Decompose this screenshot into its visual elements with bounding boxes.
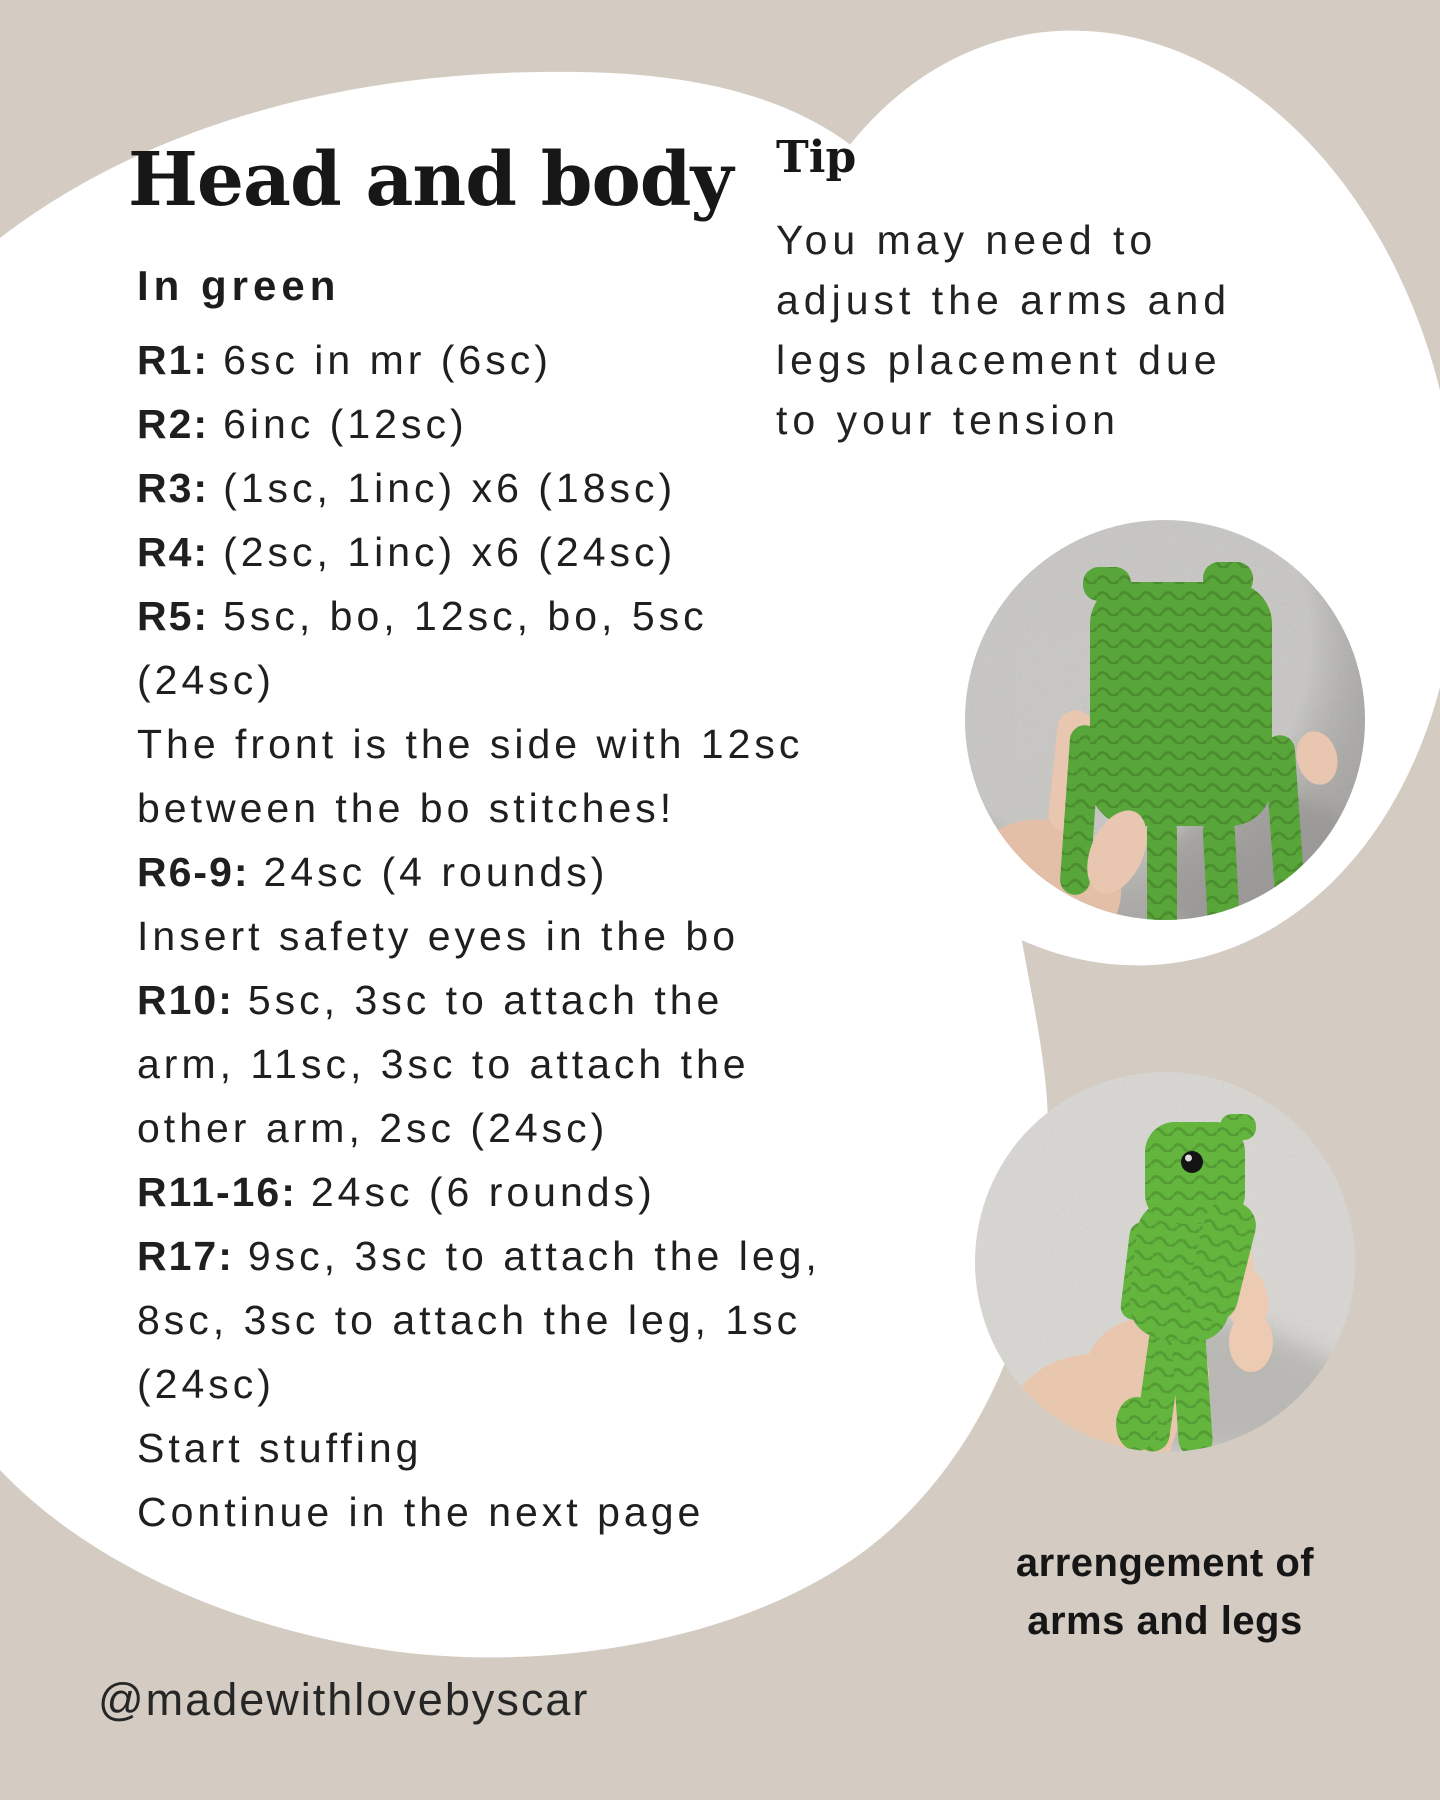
round-instructions: 24sc (6 rounds): [310, 1169, 656, 1215]
eye-highlight: [1185, 1155, 1192, 1162]
tip-text-line: legs placement due: [776, 337, 1222, 383]
pattern-line: [137, 1480, 1067, 1544]
photo-caption-line1: arrengement of: [1015, 1541, 1315, 1585]
pattern-line: [137, 1416, 1067, 1480]
round-instructions: 8sc, 3sc to attach the leg, 1sc: [137, 1297, 802, 1343]
round-label: R5:: [137, 593, 210, 639]
pattern-line: [137, 520, 1067, 584]
frog-eye: [1181, 1151, 1203, 1173]
pattern-line: [137, 776, 1067, 840]
round-instructions: 6sc in mr (6sc): [223, 337, 552, 383]
tip-text-line: to your tension: [776, 397, 1120, 443]
round-instructions: 5sc, bo, 12sc, bo, 5sc: [223, 593, 708, 639]
tip-text-line: adjust the arms and: [776, 277, 1232, 323]
round-label: R11-16:: [137, 1169, 297, 1215]
pattern-line: [137, 1352, 1067, 1416]
pattern-line: [137, 648, 1067, 712]
pattern-line: [137, 456, 1067, 520]
round-instructions: (1sc, 1inc) x6 (18sc): [223, 465, 677, 511]
round-instructions: 9sc, 3sc to attach the leg,: [247, 1233, 821, 1279]
frog-body: [1090, 582, 1272, 826]
round-label: R1:: [137, 337, 210, 383]
tip-text: [776, 210, 1231, 450]
pattern-line: [137, 1032, 1067, 1096]
pattern-line: [137, 1096, 1067, 1160]
frog-foot: [1116, 1397, 1158, 1451]
round-instructions: Start stuffing: [137, 1425, 423, 1471]
round-instructions: 24sc (4 rounds): [263, 849, 609, 895]
tip-title: Tip: [776, 132, 857, 183]
round-instructions: between the bo stitches!: [137, 785, 676, 831]
finger: [1229, 1312, 1273, 1372]
pattern-lines: [137, 328, 1067, 1544]
round-label: R4:: [137, 529, 210, 575]
pattern-line: [137, 904, 1067, 968]
pattern-line: [137, 1160, 1067, 1224]
creator-handle: @madewithlovebyscar: [98, 1674, 590, 1725]
round-label: R2:: [137, 401, 210, 447]
pattern-line: [137, 1224, 1067, 1288]
round-label: R3:: [137, 465, 210, 511]
round-instructions: Continue in the next page: [137, 1489, 705, 1535]
round-instructions: (2sc, 1inc) x6 (24sc): [223, 529, 677, 575]
pattern-line: [137, 712, 1067, 776]
round-instructions: 6inc (12sc): [223, 401, 468, 447]
tip-text-line: You may need to: [776, 217, 1158, 263]
round-label: R17:: [137, 1233, 234, 1279]
round-label: R6-9:: [137, 849, 250, 895]
round-instructions: 5sc, 3sc to attach the: [247, 977, 724, 1023]
color-subtitle: In green: [137, 262, 341, 309]
round-instructions: other arm, 2sc (24sc): [137, 1105, 609, 1151]
page-title: Head and body: [128, 137, 733, 223]
pattern-line: [137, 1288, 1067, 1352]
pattern-line: [137, 968, 1067, 1032]
round-instructions: arm, 11sc, 3sc to attach the: [137, 1041, 750, 1087]
round-instructions: The front is the side with 12sc: [137, 721, 804, 767]
photo-caption-line2: arms and legs: [1027, 1599, 1303, 1643]
frog-leg-left: [1147, 815, 1177, 920]
pattern-line: [137, 840, 1067, 904]
yarn-knot: [1201, 1146, 1225, 1170]
round-instructions: (24sc): [137, 1361, 275, 1407]
photo-caption: [975, 1534, 1355, 1650]
round-instructions: Insert safety eyes in the bo: [137, 913, 739, 959]
pattern-line: [137, 584, 1067, 648]
round-instructions: (24sc): [137, 657, 275, 703]
round-label: R10:: [137, 977, 234, 1023]
